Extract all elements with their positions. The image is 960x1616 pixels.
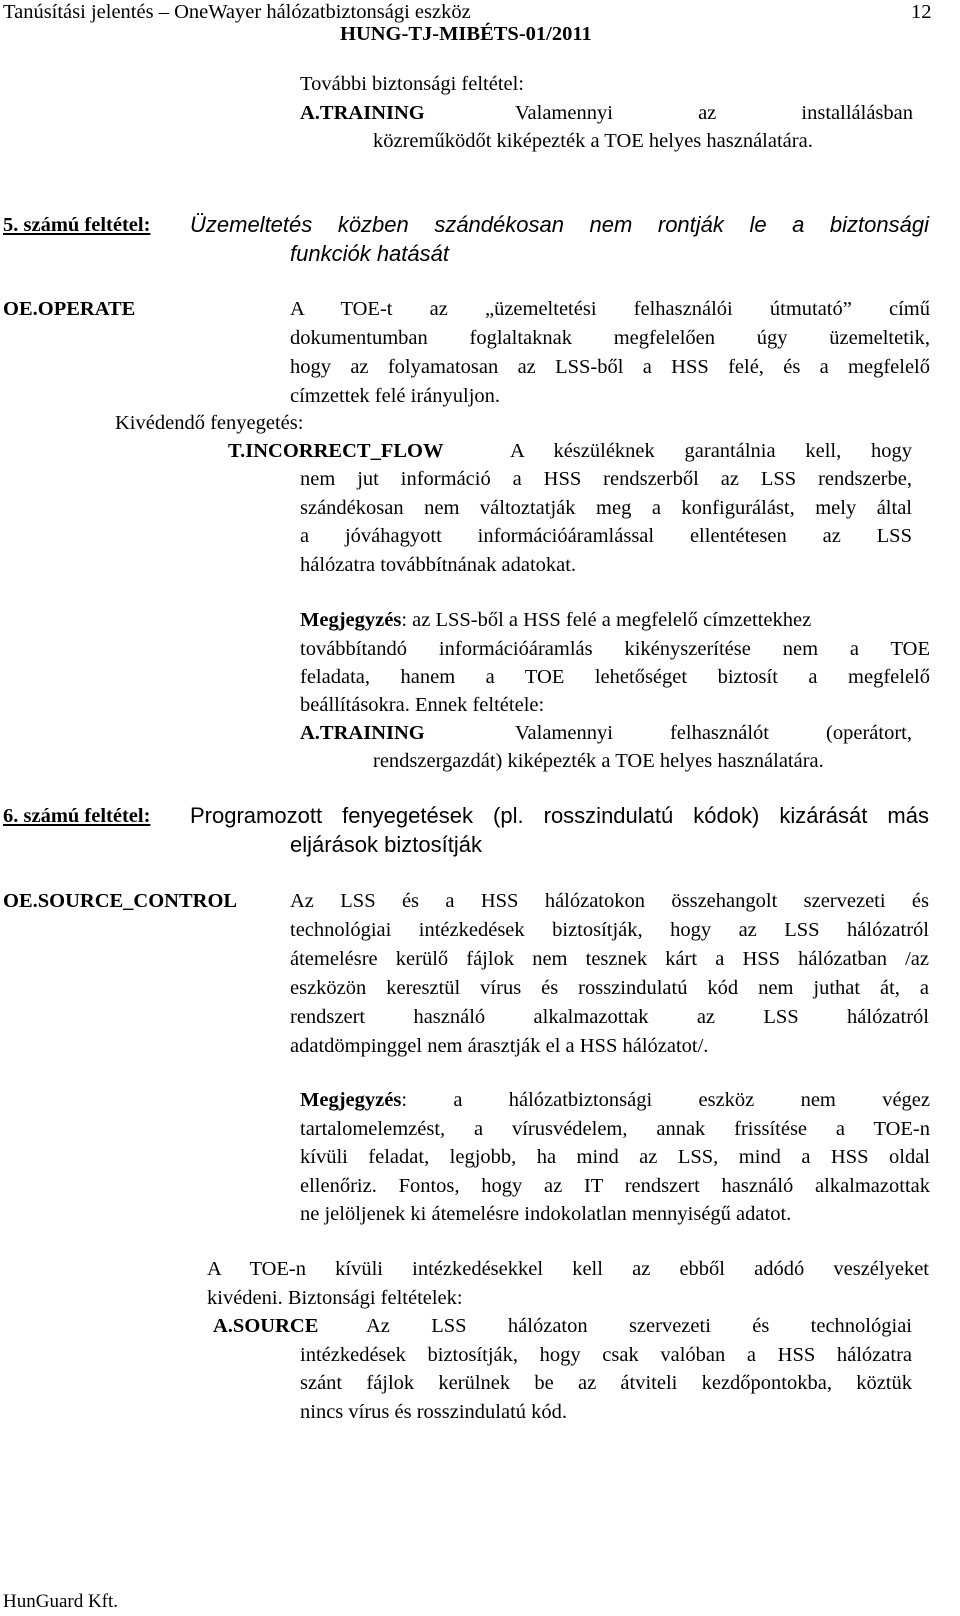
note-2-line: ne jelöljenek ki átemelésre indokolatlan mennyiségű adatot.: [300, 1203, 792, 1225]
note-2-line: tartalomelemzést, a vírusvédelem, annak frissítése a TOE-n: [300, 1118, 930, 1140]
note-1-label: Megjegyzés: [300, 609, 402, 631]
a-training-code-2: A.TRAINING: [300, 722, 425, 744]
threat-line: nem jut információ a HSS rendszerből az LSS rendszerbe,: [300, 468, 912, 490]
section-6-title: Programozott fenyegetések (pl. rosszindulatú kódok) kizárását más: [190, 803, 929, 828]
a-training-text-line: Valamennyi az installálásban: [515, 102, 913, 124]
note-1-line: továbbítandó információáramlás kikényszerítése nem a TOE: [300, 638, 930, 660]
a-source-line: nincs vírus és rosszindulatú kód.: [300, 1401, 568, 1423]
note-2-line: ellenőriz. Fontos, hogy az IT rendszert használó alkalmazottak: [300, 1175, 930, 1197]
a-training-2-line: Valamennyi felhasználót (operátort,: [515, 722, 912, 744]
threat-intro: Kivédendő fenyegetés:: [115, 412, 304, 434]
oe-operate-code: OE.OPERATE: [3, 298, 136, 320]
header-title: Tanúsítási jelentés – OneWayer hálózatbiztonsági eszköz: [3, 1, 471, 23]
section-5-title-cont: funkciók hatását: [290, 241, 449, 266]
a-training-2-line: rendszergazdát) kiképezték a TOE helyes használatára.: [373, 750, 824, 772]
oe-source-control-code: OE.SOURCE_CONTROL: [3, 890, 238, 912]
note-2-label: Megjegyzés: [300, 1089, 402, 1111]
page-number: 12: [911, 1, 932, 23]
section-6-label: 6. számú feltétel:: [3, 805, 151, 827]
a-source-line: Az LSS hálózaton szervezeti és technológiai: [366, 1315, 912, 1337]
footer-company: HunGuard Kft.: [3, 1591, 119, 1612]
section-6-title-cont: eljárások biztosítják: [290, 832, 482, 857]
oe-operate-line: hogy az folyamatosan az LSS-ből a HSS felé, és a megfelelő: [290, 356, 930, 378]
document-id: HUNG-TJ-MIBÉTS-01/2011: [340, 23, 592, 45]
oe-operate-line: dokumentumban foglaltaknak megfelelően úgy üzemeltetik,: [290, 327, 930, 349]
section-5-title: Üzemeltetés közben szándékosan nem rontják le a biztonsági: [190, 212, 929, 237]
note-2-text: : a hálózatbiztonsági eszköz nem végez: [401, 1089, 930, 1111]
note-1-text: : az LSS-ből a HSS felé a megfelelő címzettekhez: [401, 609, 812, 631]
note-1-line: feladata, hanem a TOE lehetőséget biztosít a megfelelő: [300, 666, 930, 688]
section-5-label: 5. számú feltétel:: [3, 214, 151, 236]
threat-line: szándékosan nem változtatják meg a konfigurálást, mely által: [300, 497, 912, 519]
source-control-line: technológiai intézkedések biztosítják, hogy az LSS hálózatról: [290, 919, 929, 941]
source-control-line: eszközön keresztül vírus és rosszindulatú kód nem juthat át, a: [290, 977, 929, 999]
a-source-line: szánt fájlok kerülnek be az átviteli kezdőpontokba, köztük: [300, 1372, 912, 1394]
a-training-code: A.TRAINING: [300, 102, 425, 124]
source-control-line: rendszert használó alkalmazottak az LSS hálózatról: [290, 1006, 929, 1028]
threat-line: A készüléknek garantálnia kell, hogy: [510, 440, 912, 462]
note-1-first-line: [300, 606, 811, 634]
source-control-line: Az LSS és a HSS hálózatokon összehangolt szervezeti és: [290, 890, 929, 912]
source-control-line: átemelésre kerülő fájlok nem tesznek kárt a HSS hálózatban /az: [290, 948, 929, 970]
paragraph-line: kivédeni. Biztonsági feltételek:: [207, 1287, 463, 1309]
threat-line: hálózatra továbbítnának adatokat.: [300, 554, 577, 576]
t-incorrect-flow-code: T.INCORRECT_FLOW: [228, 440, 444, 462]
oe-operate-line: címzettek felé irányuljon.: [290, 385, 501, 407]
additional-condition-intro: További biztonsági feltétel:: [300, 73, 524, 95]
note-2-first-line: [300, 1086, 930, 1114]
a-source-code: A.SOURCE: [213, 1315, 319, 1337]
note-1-line: beállításokra. Ennek feltétele:: [300, 694, 545, 716]
note-2-line: kívüli feladat, legjobb, ha mind az LSS, mind a HSS oldal: [300, 1146, 930, 1168]
a-training-text-line: közreműködőt kiképezték a TOE helyes használatára.: [373, 130, 813, 152]
threat-line: a jóváhagyott információáramlással ellentétesen az LSS: [300, 525, 912, 547]
oe-operate-line: A TOE-t az „üzemeltetési felhasználói útmutató” című: [290, 298, 930, 320]
paragraph-line: A TOE-n kívüli intézkedésekkel kell az ebből adódó veszélyeket: [207, 1258, 929, 1280]
a-source-line: intézkedések biztosítják, hogy csak valóban a HSS hálózatra: [300, 1344, 912, 1366]
source-control-line: adatdömpinggel nem árasztják el a HSS hálózatot/.: [290, 1035, 709, 1057]
